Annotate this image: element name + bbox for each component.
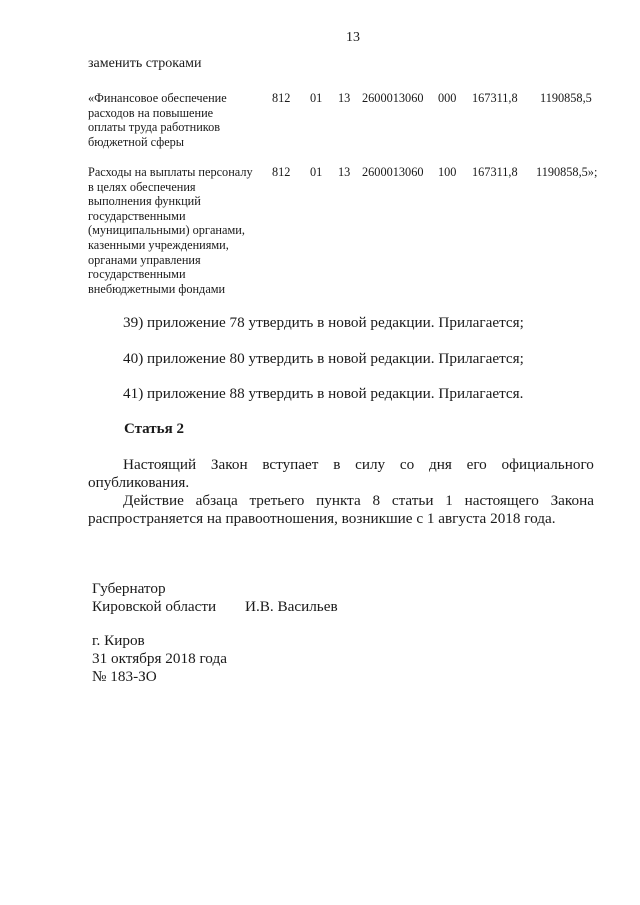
- row-label-line: бюджетной сферы: [88, 134, 185, 149]
- word: статьи: [391, 492, 434, 509]
- signature-date: 31 октября 2018 года: [92, 650, 227, 667]
- signature-number: № 183-ЗО: [92, 668, 157, 685]
- row-label-line: «Финансовое обеспечение: [88, 91, 227, 105]
- word: Настоящий: [123, 456, 197, 473]
- cell-amount-1: 167311,8: [472, 165, 518, 179]
- row-label-line: в целях обеспечения: [88, 179, 196, 194]
- article-p2-line1: [123, 492, 594, 510]
- word: третьего: [249, 492, 305, 509]
- row-label-line: казенными учреждениями,: [88, 237, 229, 252]
- article-p2-line2: распространяется на правоотношения, возникшие с 1 августа 2018 года.: [88, 510, 556, 527]
- signature-city: г. Киров: [92, 632, 145, 649]
- signature-title-line2: Кировской области: [92, 598, 217, 615]
- row-label-line: (муниципальными) органами,: [88, 223, 245, 238]
- cell-type: 100: [438, 165, 457, 179]
- cell-section: 01: [310, 165, 323, 179]
- cell-ministry: 812: [272, 91, 291, 105]
- row-label-line: оплаты труда работников: [88, 120, 221, 135]
- cell-section: 01: [310, 91, 323, 105]
- word: со: [399, 456, 415, 473]
- word: вступает: [262, 456, 319, 473]
- item-41: 41) приложение 88 утвердить в новой редакции. Прилагается.: [123, 385, 524, 402]
- row-label-line: расходов на повышение: [88, 105, 214, 120]
- word: пункта: [316, 492, 361, 509]
- word: 1: [445, 492, 453, 509]
- cell-amount-2: 1190858,5: [540, 91, 592, 105]
- row-label: [88, 91, 227, 149]
- word: Закон: [210, 456, 248, 473]
- row-label-line: Расходы на выплаты персоналу: [88, 165, 253, 179]
- intro-text: заменить строками: [88, 56, 202, 71]
- word: Закона: [550, 492, 594, 509]
- row-label-line: внебюджетными фондами: [88, 281, 226, 296]
- row-label-line: выполнения функций: [88, 194, 201, 209]
- cell-amount-1: 167311,8: [472, 91, 518, 105]
- cell-subsection: 13: [338, 165, 351, 179]
- cell-target: 2600013060: [362, 165, 424, 179]
- cell-amount-2: 1190858,5»;: [536, 165, 598, 179]
- item-39: 39) приложение 78 утвердить в новой редакции. Прилагается;: [123, 314, 524, 331]
- signature-name: И.В. Васильев: [245, 598, 338, 615]
- word: официального: [501, 456, 594, 473]
- word: Действие: [123, 492, 184, 509]
- item-40: 40) приложение 80 утвердить в новой редакции. Прилагается;: [123, 350, 524, 367]
- cell-target: 2600013060: [362, 91, 424, 105]
- page-number: 13: [346, 30, 360, 45]
- row-label: [88, 165, 253, 296]
- row-label-line: государственными: [88, 267, 186, 282]
- article-p1-line2: опубликования.: [88, 474, 190, 491]
- word: абзаца: [195, 492, 238, 509]
- row-label-line: государственными: [88, 208, 186, 223]
- word: его: [466, 456, 487, 473]
- word: настоящего: [464, 492, 539, 509]
- signature-title-line1: Губернатор: [92, 580, 166, 597]
- cell-type: 000: [438, 91, 457, 105]
- article-p1-line1: [123, 456, 594, 474]
- word: в: [333, 456, 341, 473]
- cell-ministry: 812: [272, 165, 291, 179]
- article-title: Статья 2: [124, 421, 184, 437]
- word: дня: [429, 456, 452, 473]
- cell-subsection: 13: [338, 91, 351, 105]
- word: силу: [355, 456, 386, 473]
- word: 8: [372, 492, 381, 509]
- row-label-line: органами управления: [88, 252, 201, 267]
